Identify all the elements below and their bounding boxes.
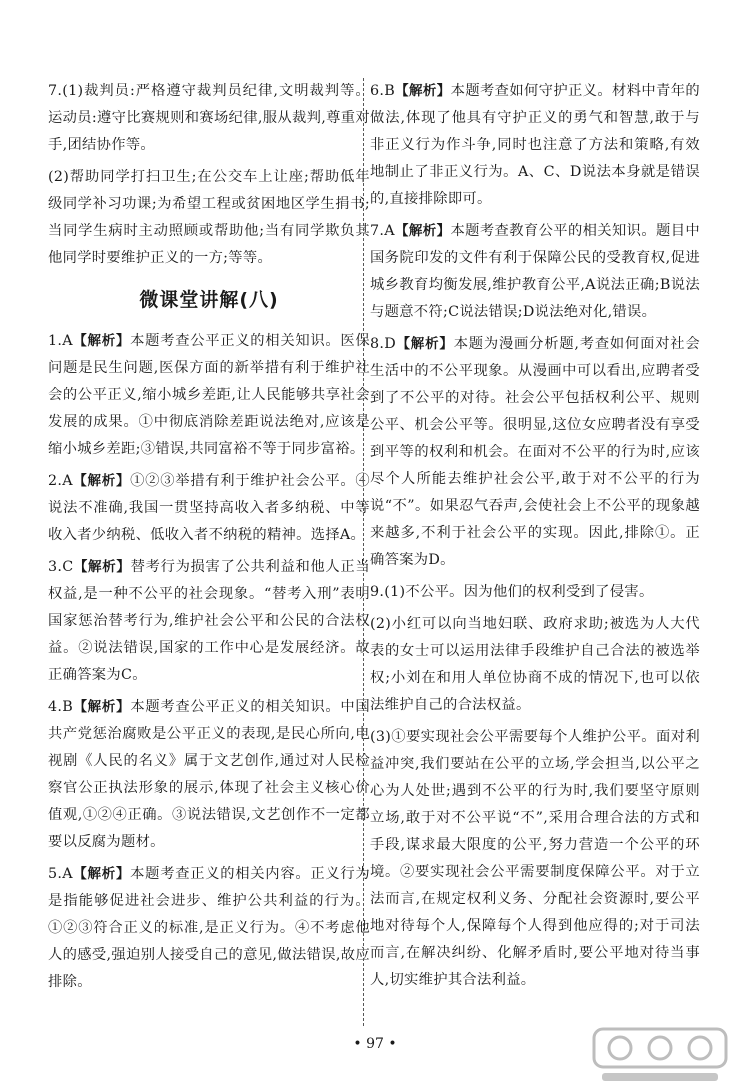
- page-number: • 97 •: [353, 1036, 397, 1052]
- answer-3: [48, 554, 370, 689]
- analysis-tag: 【解析】: [396, 336, 454, 352]
- analysis-tag: 【解析】: [73, 699, 131, 715]
- answer-5: [48, 861, 370, 996]
- answer-text: ①②③举措有利于维护社会公平。④说法不准确,我国一贯坚持高收入者多纳税、中等收入者少纳税、低收入者不纳税的精神。选择A。: [48, 473, 370, 543]
- answer-prefix: 5.A: [48, 866, 73, 882]
- answer-7-part1: 7.(1)裁判员:严格遵守裁判员纪律,文明裁判等。运动员:遵守比赛规则和赛场纪律,服从裁判,尊重对手,团结协作等。: [48, 83, 370, 153]
- answer-prefix: 7.A: [370, 223, 395, 239]
- column-divider: [363, 78, 364, 1026]
- answer-2: [48, 468, 370, 549]
- answer-text: 本题考查公平正义的相关知识。中国共产党惩治腐败是公平正义的表现,是民心所向,电视剧《人民的名义》属于文艺创作,通过对人民检察官公正执法形象的展示,体现了社会主义核心价值观,①②④正确。③说法错误,文艺创作不一定都要以反腐为题材。: [48, 699, 370, 850]
- answer-text: 本题考查公平正义的相关知识。医保问题是民生问题,医保方面的新举措有利于维护社会的公平正义,缩小城乡差距,让人民能够共享社会发展的成果。①中彻底消除差距说法绝对,应该是缩小城乡差距;③错误,共同富裕不等于同步富裕。: [48, 333, 370, 457]
- answer-9-part2: (2)小红可以向当地妇联、政府求助;被选为人大代表的女士可以运用法律手段维护自己合法的被选举权;小刘在和用人单位协商不成的情况下,也可以依法维护自己的合法权益。: [370, 616, 700, 713]
- watermark-logo: [590, 1023, 730, 1087]
- answer-text: 本题考查教育公平的相关知识。题目中国务院印发的文件有利于保障公民的受教育权,促进城乡教育均衡发展,维护教育公平,A说法正确;B说法与题意不符;C说法错误;D说法绝对化,错误。: [370, 223, 700, 320]
- answer-prefix: 6.B: [370, 83, 396, 99]
- answer-text: 本题考查正义的相关内容。正义行为是指能够促进社会进步、维护公共利益的行为。①②③符合正义的标准,是正义行为。④不考虑他人的感受,强迫别人接受自己的意见,做法错误,故应排除。: [48, 866, 370, 990]
- analysis-tag: 【解析】: [72, 866, 131, 882]
- analysis-tag: 【解析】: [72, 333, 131, 349]
- answer-9-part1: 9.(1)不公平。因为他们的权利受到了侵害。: [370, 584, 654, 600]
- answer-prefix: 2.A: [48, 473, 73, 489]
- answer-4: [48, 694, 370, 856]
- answer-text: 本题为漫画分析题,考查如何面对社会生活中的不公平现象。从漫画中可以看出,应聘者受到了不公平的对待。社会公平包括权利公平、规则公平、机会公平等。很明显,这位女应聘者没有享受到平等的权利和机会。在面对不公平的行为时,应该尽个人所能去维护社会公平,敢于对不公平的行为说“不”。如果忍气吞声,会使社会上不公平的现象越来越多,不利于社会公平的实现。因此,排除①。正确答案为D。: [370, 336, 700, 568]
- answer-1: [48, 328, 370, 463]
- answer-6: [370, 78, 700, 213]
- left-column: [48, 78, 370, 1001]
- answer-8: [370, 331, 700, 574]
- answer-9-part3: (3)①要实现社会公平需要每个人维护公平。面对利益冲突,我们要站在公平的立场,学会担当,以公平之心为人处世;遇到不公平的行为时,我们要坚守原则立场,敢于对不公平说“不”,采用合理合法的方式和手段,谋求最大限度的公平,努力营造一个公平的环境。②要实现社会公平需要制度保障公平。对于立法而言,在规定权利义务、分配社会资源时,要公平地对待每个人,保障每个人得到他应得的;对于司法而言,在解决纠纷、化解矛盾时,要公平地对待当事人,切实维护其合法利益。: [370, 729, 700, 988]
- analysis-tag: 【解析】: [73, 559, 131, 575]
- answer-prefix: 1.A: [48, 333, 73, 349]
- analysis-tag: 【解析】: [395, 83, 451, 99]
- answer-text: 替考行为损害了公共利益和他人正当权益,是一种不公平的社会现象。“替考入刑”表明国家惩治替考行为,维护社会公平和公民的合法权益。②说法错误,国家的工作中心是发展经济。故正确答案为C。: [48, 559, 370, 683]
- section-title: 微课堂讲解(八): [139, 289, 279, 311]
- answer-prefix: 3.C: [48, 559, 74, 575]
- answer-7: [370, 218, 700, 326]
- answer-prefix: 8.D: [370, 336, 397, 352]
- right-column: [370, 78, 700, 999]
- answer-7-part2: (2)帮助同学打扫卫生;在公交车上让座;帮助低年级同学补习功课;为希望工程或贫困地区学生捐书;当同学生病时主动照顾或帮助他;当有同学欺负其他同学时要维护正义的一方;等等。: [48, 169, 370, 266]
- analysis-tag: 【解析】: [394, 223, 451, 239]
- answer-text: 本题考查如何守护正义。材料中青年的做法,体现了他具有守护正义的勇气和智慧,敢于与非正义行为作斗争,同时也注意了方法和策略,有效地制止了非正义行为。A、C、D说法本身就是错误的,直接排除即可。: [370, 83, 700, 207]
- answer-prefix: 4.B: [48, 699, 74, 715]
- analysis-tag: 【解析】: [72, 473, 131, 489]
